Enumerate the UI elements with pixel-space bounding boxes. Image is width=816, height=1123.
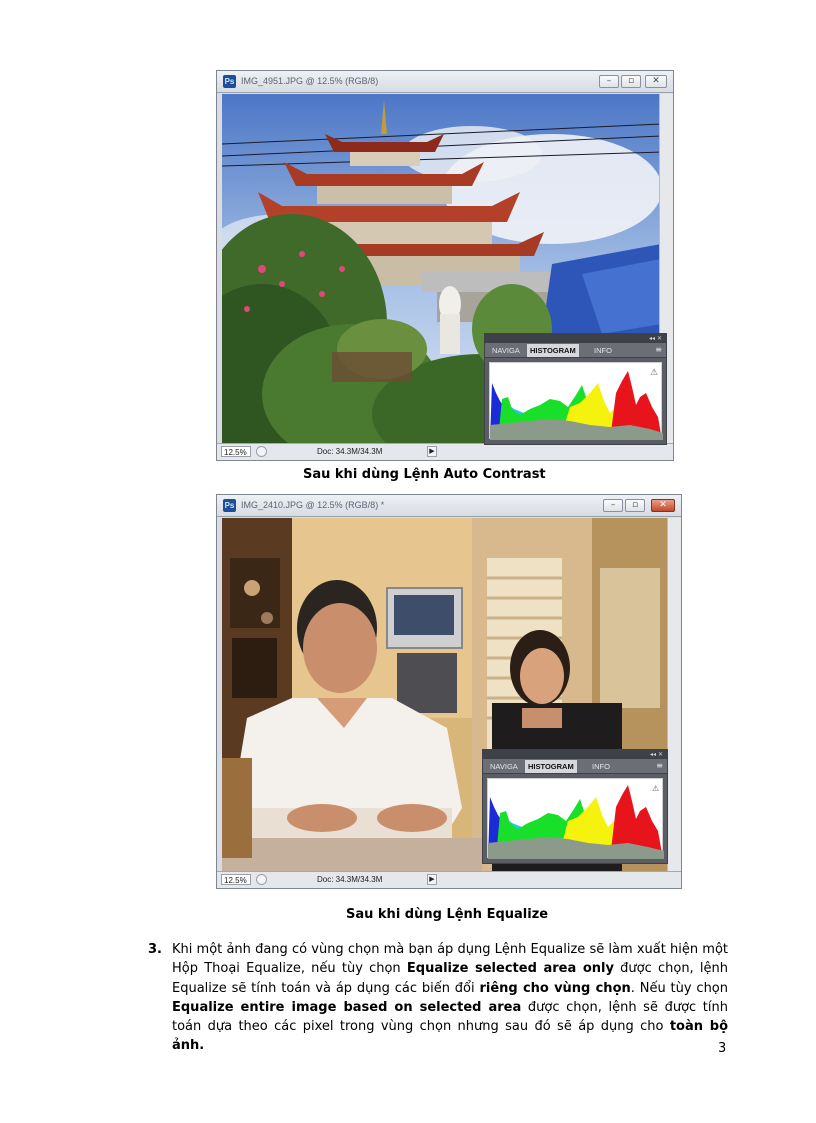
tab-navigator[interactable]: NAVIGA (490, 762, 518, 771)
histogram-panel (484, 333, 667, 445)
panel-menu-icon[interactable]: ≡ (655, 345, 662, 354)
page-number: 3 (718, 1041, 727, 1056)
panel-tab-strip (485, 343, 666, 358)
text-span: . Nếu tùy chọn (630, 980, 728, 996)
text-span: Khi một ảnh đang có vùng chọn mà bạn áp dụng Lệnh Equalize sẽ làm xuất hiện một Hộp Thoại Equalize, nếu tùy chọn (172, 942, 728, 977)
close-button[interactable]: ✕ (645, 75, 667, 88)
histogram-chart (488, 779, 664, 859)
status-info-icon[interactable] (256, 446, 267, 457)
histogram-graph (487, 778, 663, 858)
window-title: IMG_4951.JPG @ 12.5% (RGB/8) (241, 76, 379, 86)
tab-navigator[interactable]: NAVIGA (492, 346, 520, 355)
caption-auto-contrast: Sau khi dùng Lệnh Auto Contrast (303, 467, 546, 482)
status-menu-arrow-icon[interactable]: ▶ (427, 446, 437, 457)
panel-collapse-icon[interactable]: ◂◂ ✕ (649, 335, 662, 342)
panel-grip[interactable] (485, 334, 666, 343)
panel-tab-strip (483, 759, 667, 774)
vertical-scrollbar[interactable] (667, 518, 681, 872)
minimize-button[interactable]: – (599, 75, 619, 88)
bold-term: Equalize entire image based on selected area (172, 999, 522, 1015)
maximize-button[interactable]: ▫ (621, 75, 641, 88)
photoshop-icon: Ps (224, 501, 235, 510)
tab-info[interactable]: INFO (592, 762, 610, 771)
text-span: được chọn, lệnh Equalize sẽ tính toán và áp dụng các biến đổi (172, 961, 728, 996)
bold-term: riêng cho vùng chọn (479, 980, 631, 996)
window-title: IMG_2410.JPG @ 12.5% (RGB/8) * (241, 500, 385, 510)
tab-info[interactable]: INFO (594, 346, 612, 355)
histogram-warning-icon: ⚠ (652, 784, 660, 793)
status-bar (217, 443, 673, 460)
zoom-field[interactable]: 12.5% (221, 874, 251, 885)
status-bar (217, 871, 681, 888)
bold-term: Equalize selected area only (406, 961, 614, 977)
photoshop-icon: Ps (224, 77, 235, 86)
status-info-icon[interactable] (256, 874, 267, 885)
zoom-field[interactable]: 12.5% (221, 446, 251, 457)
histogram-chart (490, 363, 663, 440)
tab-histogram[interactable]: HISTOGRAM (527, 344, 579, 357)
window-title-bar[interactable] (217, 495, 681, 517)
list-item-number: 3. (148, 942, 162, 957)
histogram-warning-icon: ⚠ (650, 368, 659, 378)
maximize-button[interactable]: ▫ (625, 499, 645, 512)
status-menu-arrow-icon[interactable]: ▶ (427, 874, 437, 885)
bold-term: toàn bộ ảnh. (172, 1019, 728, 1054)
caption-equalize: Sau khi dùng Lệnh Equalize (346, 907, 549, 922)
text-span: được chọn, lệnh sẽ được tính toán dựa theo các pixel trong vùng chọn nhưng sau đó sẽ áp dụng cho (172, 999, 728, 1035)
minimize-button[interactable]: – (603, 499, 623, 512)
doc-size: Doc: 34.3M/34.3M (317, 875, 383, 884)
panel-grip[interactable] (483, 750, 667, 759)
photoshop-window-2 (216, 494, 682, 889)
histogram-graph (489, 362, 662, 439)
close-button[interactable]: ✕ (651, 499, 675, 512)
doc-size: Doc: 34.3M/34.3M (317, 447, 383, 456)
tab-histogram[interactable]: HISTOGRAM (525, 760, 577, 773)
list-item-paragraph (172, 940, 728, 1056)
histogram-panel (482, 749, 668, 864)
photoshop-window-1 (216, 70, 674, 461)
panel-collapse-icon[interactable]: ◂◂ ✕ (650, 751, 663, 758)
panel-menu-icon[interactable]: ≡ (656, 761, 663, 770)
window-title-bar[interactable] (217, 71, 673, 93)
